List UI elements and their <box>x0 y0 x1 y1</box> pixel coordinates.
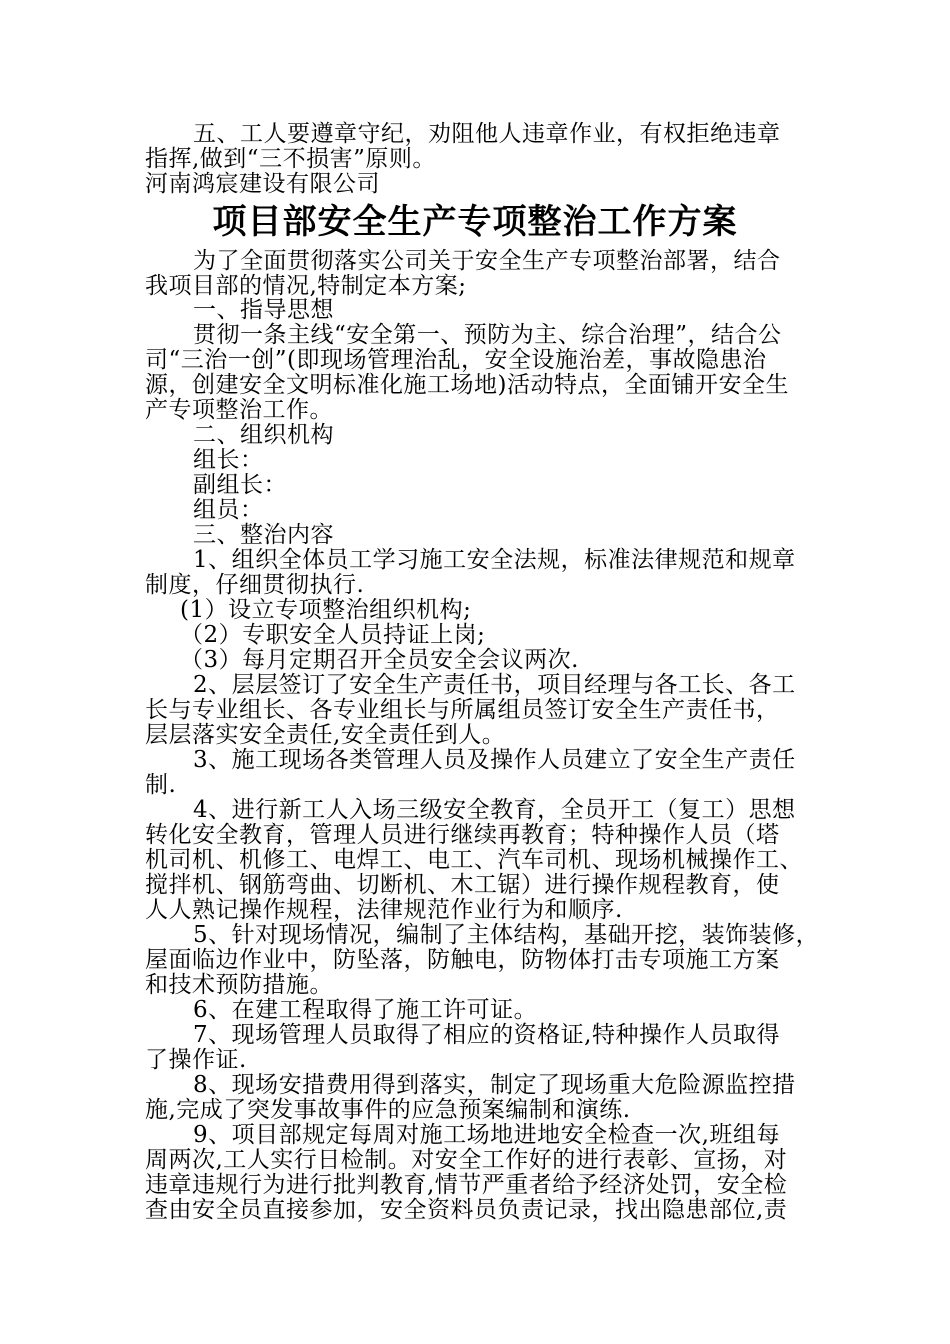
paragraph-line: 层层落实安全责任,安全责任到人。 <box>145 722 506 748</box>
paragraph-line: 搅拌机、钢筋弯曲、切断机、木工锯）进行操作规程教育，使 <box>145 872 780 898</box>
paragraph-line: 和技术预防措施。 <box>145 972 333 998</box>
previous-section-line: 指挥,做到“三不损害”原则。 <box>145 146 436 172</box>
paragraph-line: 贯彻一条主线“安全第一、预防为主、综合治理”，结合公 <box>193 322 782 348</box>
paragraph-line: 制. <box>145 772 177 798</box>
paragraph-line: 9、项目部规定每周对施工场地进地安全检查一次,班组每 <box>193 1122 780 1148</box>
paragraph-line: 1、组织全体员工学习施工安全法规，标准法律规范和规章 <box>193 547 796 573</box>
paragraph-line: 4、进行新工人入场三级安全教育，全员开工（复工）思想 <box>193 797 796 823</box>
section-heading: 三、整治内容 <box>193 522 334 548</box>
paragraph-line: 人人熟记操作规程，法律规范作业行为和顺序. <box>145 897 623 923</box>
paragraph-line: 查由安全员直接参加，安全资料员负责记录，找出隐患部位,责 <box>145 1197 788 1223</box>
list-item-line: (1）设立专项整治组织机构; <box>180 597 472 623</box>
company-name: 河南鸿宸建设有限公司 <box>145 171 380 197</box>
paragraph-line: 5、针对现场情况，编制了主体结构，基础开挖，装饰装修， <box>193 922 820 948</box>
paragraph-line: 6、在建工程取得了施工许可证。 <box>193 997 538 1023</box>
paragraph-line: 长与专业组长、各专业组长与所属组员签订安全生产责任书， <box>145 697 780 723</box>
paragraph-line: 源，创建安全文明标准化施工场地)活动特点，全面铺开安全生 <box>145 372 789 398</box>
paragraph-line: 2、层层签订了安全生产责任书，项目经理与各工长、各工 <box>193 672 796 698</box>
paragraph-line: 转化安全教育，管理人员进行继续再教育；特种操作人员（塔 <box>145 822 780 848</box>
list-item-line: （3）每月定期召开全员安全会议两次. <box>180 647 579 673</box>
previous-section-line: 五、工人要遵章守纪，劝阻他人违章作业，有权拒绝违章 <box>193 121 781 147</box>
section-heading: 一、指导思想 <box>193 297 334 323</box>
section-heading: 二、组织机构 <box>193 422 334 448</box>
paragraph-line: 制度，仔细贯彻执行. <box>145 572 365 598</box>
paragraph-line: 屋面临边作业中，防坠落，防触电，防物体打击专项施工方案 <box>145 947 780 973</box>
org-role-line: 组员： <box>193 497 264 523</box>
paragraph-line: 为了全面贯彻落实公司关于安全生产专项整治部署，结合 <box>193 248 781 274</box>
list-item-line: （2）专职安全人员持证上岗; <box>180 622 486 648</box>
paragraph-line: 产专项整治工作。 <box>145 397 333 423</box>
paragraph-line: 施,完成了突发事故事件的应急预案编制和演练. <box>145 1097 631 1123</box>
paragraph-line: 我项目部的情况,特制定本方案; <box>145 273 467 299</box>
paragraph-line: 司“三治一创”(即现场管理治乱，安全设施治差，事故隐患治 <box>145 347 767 373</box>
paragraph-line: 3、施工现场各类管理人员及操作人员建立了安全生产责任 <box>193 747 796 773</box>
org-role-line: 组长： <box>193 447 264 473</box>
paragraph-line: 了操作证. <box>145 1047 247 1073</box>
paragraph-line: 8、现场安措费用得到落实，制定了现场重大危险源监控措 <box>193 1072 796 1098</box>
paragraph-line: 7、现场管理人员取得了相应的资格证,特种操作人员取得 <box>193 1022 780 1048</box>
paragraph-line: 违章违规行为进行批判教育,情节严重者给予经济处罚，安全检 <box>145 1172 788 1198</box>
paragraph-line: 机司机、机修工、电焊工、电工、汽车司机、现场机械操作工、 <box>145 847 803 873</box>
document-title: 项目部安全生产专项整治工作方案 <box>212 202 738 242</box>
org-role-line: 副组长： <box>193 472 287 498</box>
paragraph-line: 周两次,工人实行日检制。对安全工作好的进行表彰、宣扬，对 <box>145 1147 788 1173</box>
